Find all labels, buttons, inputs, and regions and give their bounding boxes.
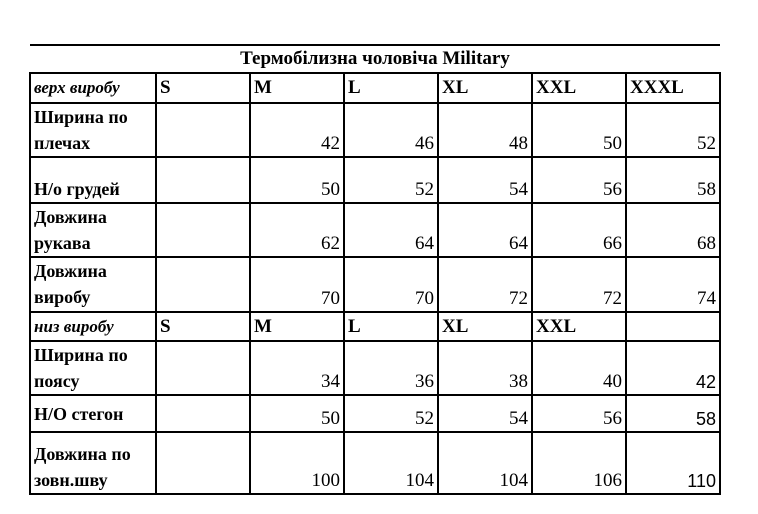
table-cell: 64 <box>344 203 438 257</box>
table-cell: 52 <box>626 103 720 157</box>
table-row <box>30 203 720 257</box>
top-size-header: XXL <box>532 73 626 103</box>
top-size-header: L <box>344 73 438 103</box>
table-cell <box>156 103 250 157</box>
table-cell: 54 <box>438 157 532 203</box>
table-cell: 52 <box>344 157 438 203</box>
bottom-size-header: S <box>156 312 250 341</box>
row-label: Н/О стегон <box>30 395 156 432</box>
table-cell <box>156 157 250 203</box>
table-row <box>30 103 720 157</box>
table-cell: 70 <box>344 257 438 312</box>
row-label: Довжина виробу <box>30 257 156 312</box>
top-size-header: XXXL <box>626 73 720 103</box>
table-cell: 36 <box>344 341 438 395</box>
table-cell: 74 <box>626 257 720 312</box>
table-cell: 64 <box>438 203 532 257</box>
bottom-section-label: низ виробу <box>30 312 156 341</box>
table-row <box>30 432 720 494</box>
top-section-header-row <box>30 73 720 103</box>
table-cell: 42 <box>250 103 344 157</box>
table-row <box>30 257 720 312</box>
table-cell <box>156 257 250 312</box>
table-cell <box>156 203 250 257</box>
top-size-header: M <box>250 73 344 103</box>
bottom-size-header: XXL <box>532 312 626 341</box>
table-cell: 52 <box>344 395 438 432</box>
row-label: Ширина по поясу <box>30 341 156 395</box>
table-cell: 50 <box>532 103 626 157</box>
table-cell: 62 <box>250 203 344 257</box>
bottom-section-header-row <box>30 312 720 341</box>
table-cell: 104 <box>438 432 532 494</box>
title-row <box>30 45 720 73</box>
table-cell: 56 <box>532 395 626 432</box>
size-chart-table <box>29 44 721 495</box>
table-cell: 110 <box>626 432 720 494</box>
table-cell: 48 <box>438 103 532 157</box>
table-title: Термобілизна чоловіча Military <box>30 45 720 73</box>
table-cell <box>156 395 250 432</box>
table-cell: 58 <box>626 157 720 203</box>
bottom-size-header: M <box>250 312 344 341</box>
table-cell: 72 <box>532 257 626 312</box>
row-label: Довжина рукава <box>30 203 156 257</box>
bottom-size-header: L <box>344 312 438 341</box>
table-cell: 50 <box>250 157 344 203</box>
table-cell: 50 <box>250 395 344 432</box>
table-cell: 70 <box>250 257 344 312</box>
table-cell: 40 <box>532 341 626 395</box>
bottom-size-header <box>626 312 720 341</box>
table-cell: 58 <box>626 395 720 432</box>
table-cell: 66 <box>532 203 626 257</box>
bottom-size-header: XL <box>438 312 532 341</box>
table-cell: 38 <box>438 341 532 395</box>
table-cell: 42 <box>626 341 720 395</box>
top-section-label: верх виробу <box>30 73 156 103</box>
table-row <box>30 341 720 395</box>
table-cell: 54 <box>438 395 532 432</box>
row-label: Н/о грудей <box>30 157 156 203</box>
table-cell: 34 <box>250 341 344 395</box>
table-cell <box>156 432 250 494</box>
top-size-header: XL <box>438 73 532 103</box>
table-cell: 46 <box>344 103 438 157</box>
top-size-header: S <box>156 73 250 103</box>
table-cell: 72 <box>438 257 532 312</box>
row-label: Довжина по зовн.шву <box>30 432 156 494</box>
table-cell: 104 <box>344 432 438 494</box>
table-cell <box>156 341 250 395</box>
table-cell: 68 <box>626 203 720 257</box>
row-label: Ширина по плечах <box>30 103 156 157</box>
table-cell: 56 <box>532 157 626 203</box>
table-cell: 106 <box>532 432 626 494</box>
table-row <box>30 157 720 203</box>
table-row <box>30 395 720 432</box>
table-cell: 100 <box>250 432 344 494</box>
